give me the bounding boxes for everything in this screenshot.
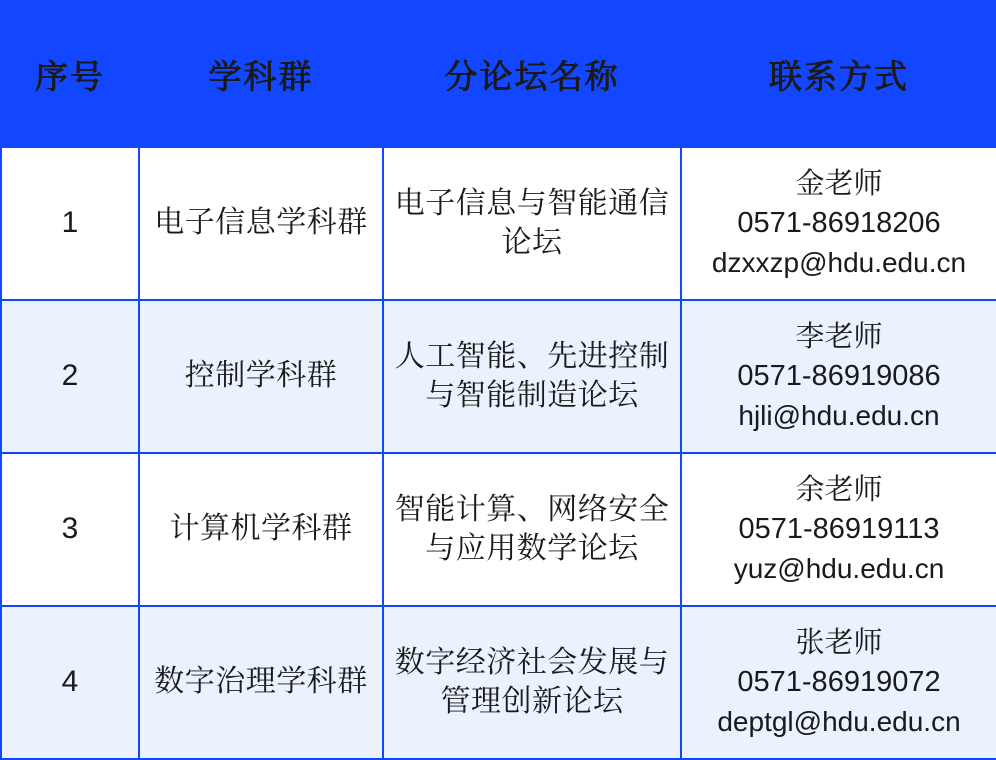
cell-contact [681,300,996,453]
contact-name: 张老师 [795,627,883,660]
cell-forum: 数字经济社会发展与管理创新论坛 [383,606,681,759]
table-row [1,147,996,300]
contact-phone: 0571-86918206 [737,207,941,240]
cell-index: 4 [1,606,139,759]
column-header-forum: 分论坛名称 [383,1,681,147]
cell-index: 3 [1,453,139,606]
table-header-row [1,1,996,147]
contact-email: yuz@hdu.edu.cn [733,552,945,584]
cell-forum: 人工智能、先进控制与智能制造论坛 [383,300,681,453]
table-header [1,1,996,147]
cell-index: 2 [1,300,139,453]
table-row [1,453,996,606]
contact-phone: 0571-86919072 [737,666,941,699]
contact-email: deptgl@hdu.edu.cn [717,705,961,737]
cell-group: 控制学科群 [139,300,383,453]
cell-group: 电子信息学科群 [139,147,383,300]
cell-contact [681,147,996,300]
cell-group: 计算机学科群 [139,453,383,606]
contact-email: hjli@hdu.edu.cn [738,399,940,431]
cell-contact [681,453,996,606]
table-body [1,147,996,759]
contact-name: 金老师 [795,168,883,201]
cell-forum: 智能计算、网络安全与应用数学论坛 [383,453,681,606]
table-row [1,606,996,759]
contact-phone: 0571-86919113 [738,513,940,546]
column-header-group: 学科群 [139,1,383,147]
contact-email: dzxxzp@hdu.edu.cn [711,246,967,278]
cell-group: 数字治理学科群 [139,606,383,759]
contact-phone: 0571-86919086 [737,360,941,393]
column-header-index: 序号 [1,1,139,147]
contact-name: 李老师 [795,321,883,354]
cell-forum: 电子信息与智能通信论坛 [383,147,681,300]
table-row [1,300,996,453]
cell-contact [681,606,996,759]
cell-index: 1 [1,147,139,300]
column-header-contact: 联系方式 [681,1,996,147]
contact-name: 余老师 [795,474,883,507]
